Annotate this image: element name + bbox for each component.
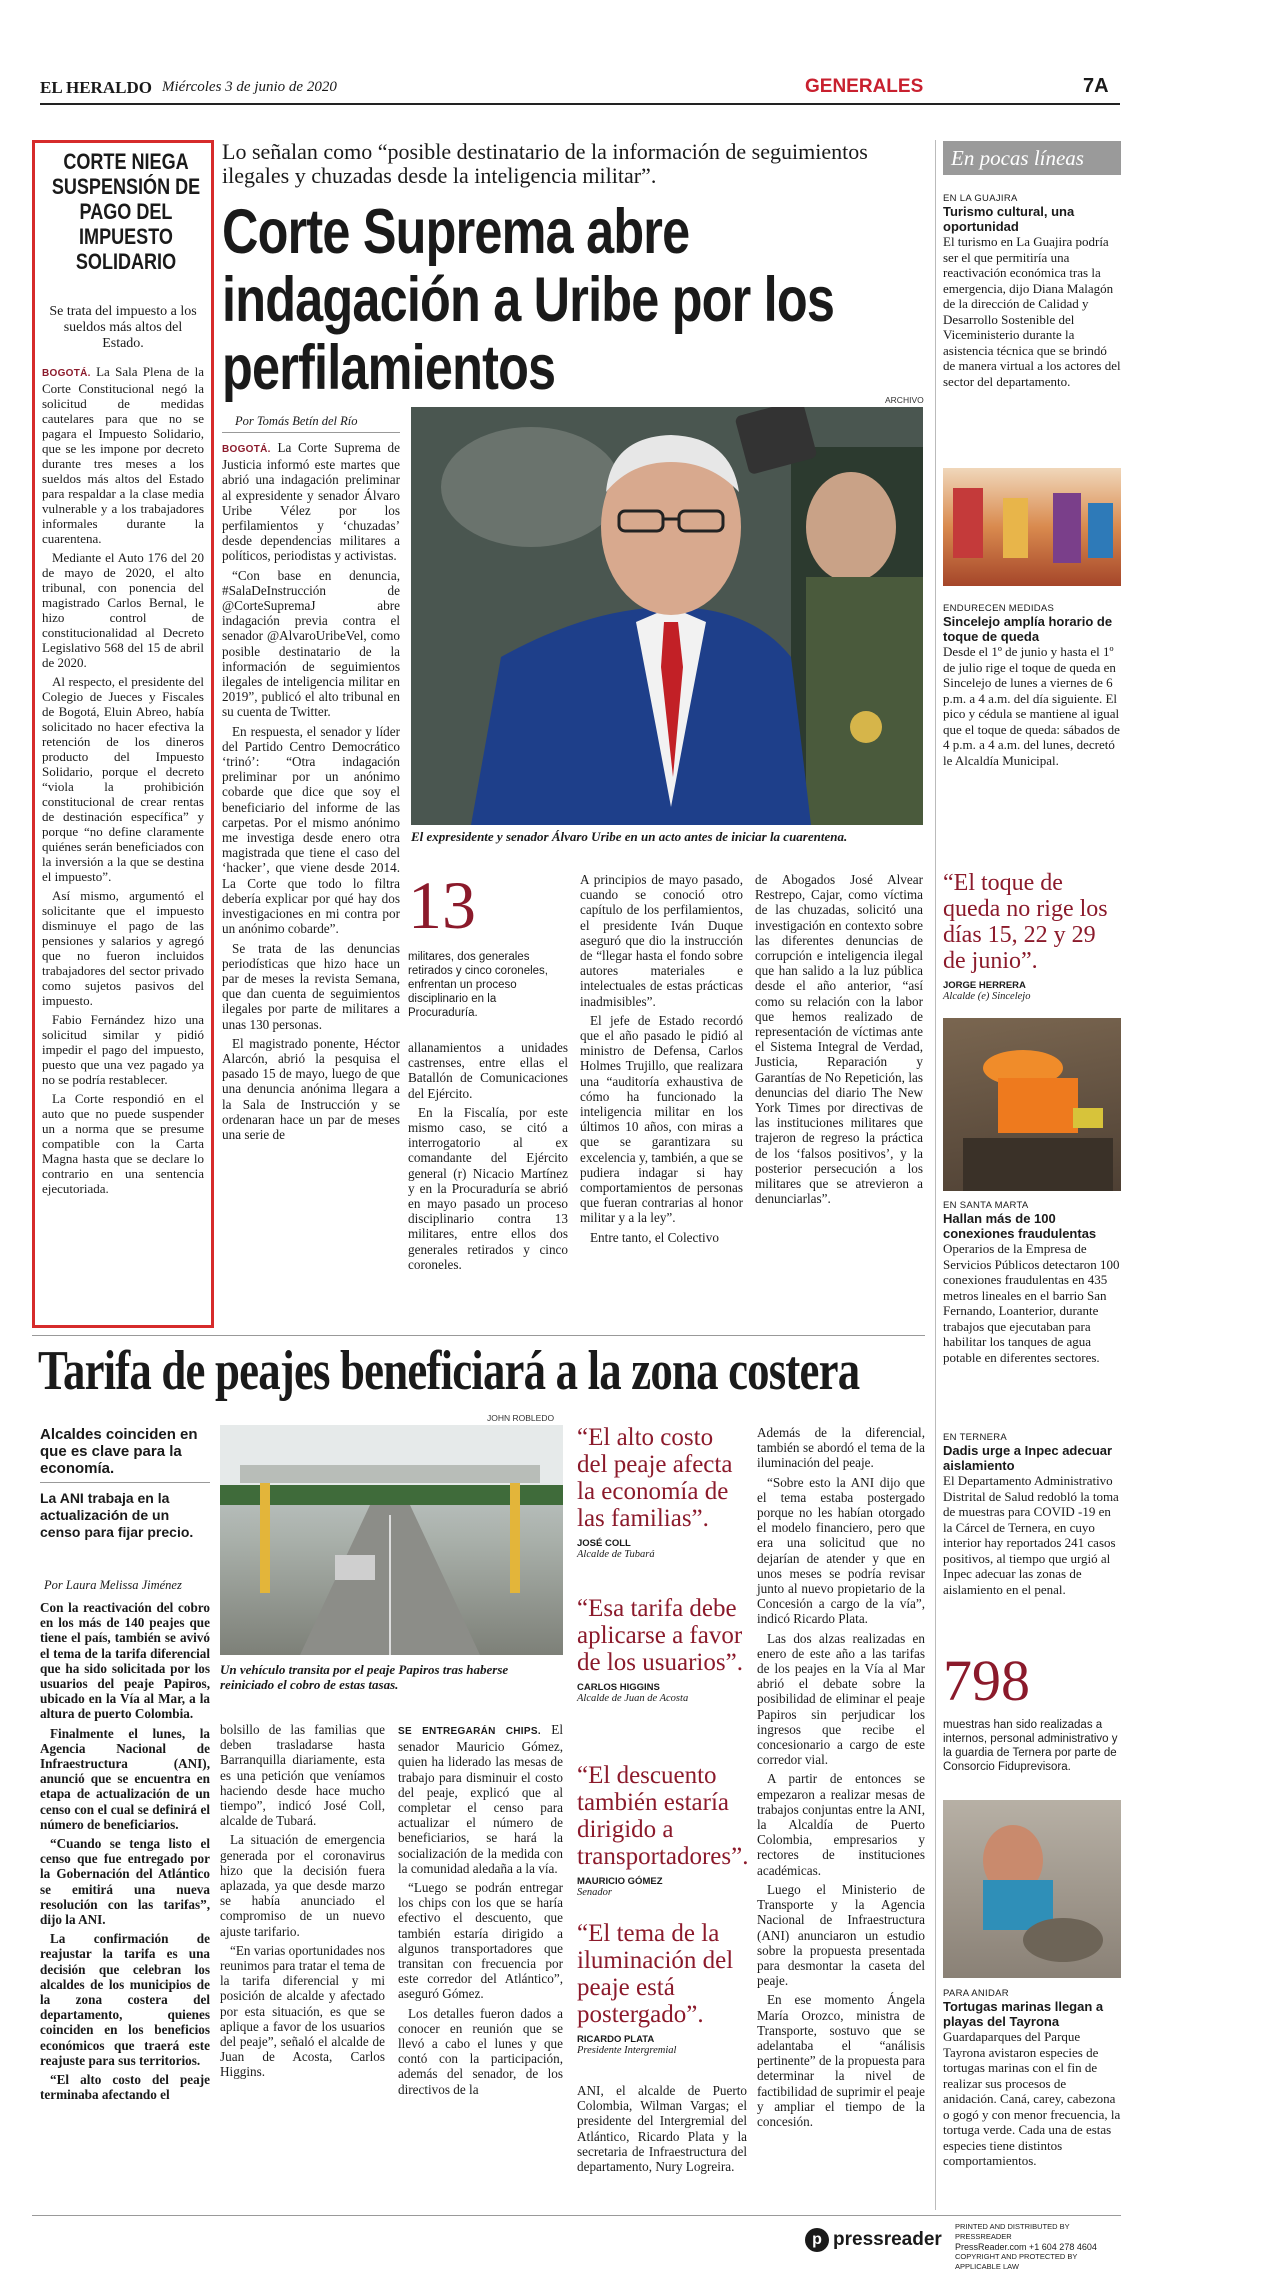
sidebar-item-santa-marta: EN SANTA MARTA Hallan más de 100 conexiones fraudulentas Operarios de la Empresa de Servicios Públicos detectaron 100 conexiones fraudulentas en 435 metros lineales en el barrio San Fernando, Loanterior, durante trabajos que ejecutaban para habilitar los tanques de agua potable en diferentes sectores.: [943, 1200, 1120, 1365]
peajes-col-3: SE ENTREGARÁN CHIPS. El senador Mauricio Gómez, quien ha liderado las mesas de trabajo para disminuir el costo del peaje, explicó que al completar el censo para actualizar el número de beneficiarios, se hará la socialización de la medida con la comunidad aledaña a la vía. “Luego se podrán entregar los chips con los que se haría efectivo el descuento, que también estaría dirigido a algunos transportadores que transitan con frecuencia por este corredor del Atlántico”, aseguró Gómez. Los detalles fueron dados a conocer en reunión que se llevó a cabo el lunes y que contó con la participación, además del senador, de los directivos de la: [398, 1722, 564, 2097]
uribe-col-4: de Abogados José Alvear Restrepo, Cajar, como víctima de las chuzadas, solicitó una investigación en contexto sobre las diferentes denuncias de corrupción e inteligencia ilegal que han salido a la luz pública desde el año anterior, “así como su relación con la labor que hemos realizado de representación de víctimas ante el Sistema Integral de Verdad, Justicia, Reparación y Garantías de No Repetición, las denuncias del diario The New York Times por directivas de las instituciones militares que trajeron de regreso la práctica de los ‘falsos positivos’, y la posterior persecución a los militares que se atrevieron a denunciarlas”.: [755, 872, 923, 1207]
uribe-photo-caption: El expresidente y senador Álvaro Uribe en un acto antes de iniciar la cuarentena.: [411, 829, 848, 844]
tortugas-photo-illustration: [943, 1800, 1121, 1978]
uribe-byline-rule: [222, 432, 400, 433]
sidebar-divider: [935, 140, 936, 2210]
page-header: [40, 74, 1120, 100]
peajes-col-5: Además de la diferencial, también se abordó el tema de la iluminación del peaje. “Sobre esto la ANI dijo que el tema estaba postergado porque no les habían otorgado el modelo financiero, pero que era una solicitud que no dejarían de atender y que en unos meses se podría revisar junto al nuevo propietario de la Concesión a cargo de la vía”, indicó Ricardo Plata. Las dos alzas realizadas en enero de este año a las tarifas de los peajes en la Vía al Mar abrió el debate sobre la posibilidad de eliminar el peaje Papiros sin perjudicar los ingresos que recibe el concesionario a cargo de este corredor vial. A partir de entonces se empezaron a realizar mesas de trabajos conjuntas entre la ANI, la Alcaldía de Puerto Colombia, empresarios y rectores de instituciones académicas. Luego el Ministerio de Transporte y la Agencia Nacional de Infraestructura (ANI) anunciaron un estudio sobre la propuesta presentada para desmontar la caseta del peaje. En ese momento Ángela María Orozco, ministra de Transporte, sostuvo que se adelantaba el “análisis pertinente” de la propuesta para determinar la nivel de factibilidad de suprimir el peaje y ampliar el tiempo de la concesión.: [757, 1425, 925, 2129]
uribe-kicker: Lo señalan como “posible destinatario de la información de seguimientos ilegales y chuzadas desde la inteligencia militar”.: [222, 139, 868, 188]
sidebar-stat-text: muestras han sido realizadas a internos, personal administrativo y la guardia de Ternera por parte de Consorcio Fiduprevisora.: [943, 1719, 1118, 1773]
newspaper-name: EL HERALDO: [40, 78, 152, 97]
impuesto-subhead: Se trata del impuesto a los sueldos más altos del Estado.: [49, 304, 197, 351]
peajes-photo-credit: JOHN ROBLEDO: [487, 1413, 555, 1423]
peajes-byline: Por Laura Melissa Jiménez: [44, 1578, 182, 1592]
uribe-col-3: A principios de mayo pasado, cuando se conoció otro capítulo de los perfilamientos, el presidente Iván Duque aseguró que dio la instrucción de “llegar hasta el fondo sobre autores materiales e intelectuales de estas prácticas inadmisibles”. El jefe de Estado recordó que el año pasado le pidió al ministro de Defensa, Carlos Holmes Trujillo, que realizara una “auditoría exhaustiva de cómo ha funcionado la inteligencia militar en los últimos 10 años, con miras a que se garantizara su excelencia y, también, a que se pudiera indagar si hay comportamientos de personas que fueran contrarias al honor militar y a la ley”. Entre tanto, el Colectivo: [580, 872, 743, 1245]
santa-marta-photo: [943, 1018, 1121, 1191]
tortugas-photo: [943, 1800, 1121, 1978]
peajes-col-4: ANI, el alcalde de Puerto Colombia, Wilman Vargas; el presidente del Intergremial del Atlántico, Ricardo Plata y la secretaria de Infraestructura del departamento, Nury Logreira.: [577, 2083, 747, 2175]
peajes-col-1: Con la reactivación del cobro en los más de 140 peajes que tiene el país, también se avivó el tema de la tarifa diferencial que ha sido solicitada por los usuarios del peaje Papiros, ubicado en la Vía al Mar, a la altura de puerto Colombia. Finalmente el lunes, la Agencia Nacional de Infraestructura (ANI), anunció que se encuentra en etapa de actualización de un censo con el cual se definirá el número de beneficiarios. “Cuando se tenga listo el censo que fue entregado por la Gobernación del Atlántico se emitirá una nueva resolución con las tarifas”, dijo la ANI. La confirmación de reajustar la tarifa es una decisión que celebran los alcaldes de los municipios de la zona costera del departamento, quienes coinciden en los beneficios económicos que traerá este reajuste para sus territorios. “El alto costo del peaje terminaba afectando el: [40, 1600, 210, 2103]
uribe-stat-number: 13: [408, 867, 476, 943]
peajes-quote-4: “El tema de la iluminación del peaje está postergado”. RICARDO PLATA Presidente Intergremial: [577, 1920, 734, 2056]
issue-date: Miércoles 3 de junio de 2020: [162, 79, 337, 95]
sidebar-item-sincelejo: ENDURECEN MEDIDAS Sincelejo amplía horario de toque de queda Desde el 1º de junio y hasta el 1º de julio rige el toque de queda en Sincelejo de lunes a viernes de 6 p.m. a 4 a.m. del día siguiente. El pico y cédula se mantiene al igual que el toque de queda: sábados de 4 p.m. a 4 a.m. del lunes, decretó le Alcaldía Municipal.: [943, 603, 1120, 768]
peajes-sub-1: Alcaldes coinciden en que es clave para la economía.: [40, 1426, 198, 1477]
peaje-photo: [220, 1425, 563, 1655]
uribe-photo-illustration: [411, 407, 923, 825]
impuesto-body: BOGOTÁ. La Sala Plena de la Corte Constitucional negó la solicitud de medidas cautelares para que no se pagara el Impuesto Solidario, que se les impone por decreto durante tres meses a los sueldos más altos del Estado para respaldar a la clase media vulnerable y a los trabajadores informales durante la cuarentena. Mediante el Auto 176 del 20 de mayo de 2020, el alto tribunal, con ponencia del magistrado Carlos Bernal, le hizo control de constitucionalidad al Decreto Legislativo 568 del 15 de abril de 2020. Al respecto, el presidente del Colegio de Jueces y Fiscales de Bogotá, Eluin Abreo, había solicitado no hacer efectiva la retención de los dineros producto del Impuesto Solidario, porque el decreto “viola la prohibición constitucional de crear rentas de destinación específica” y porque “no define claramente quiénes serán beneficiados con la inversión a la que se destina el impuesto”. Así mismo, argumentó el solicitante que el impuesto disminuye el pago de las pensiones y salarios y agregó que no fueron incluidos trabajadores del sector privado como sujetos pasivos del impuesto. Fabio Fernández hizo una solicitud similar y pidió impedir el pago del impuesto, puesto que una vez pagado ya no se podría restablecer. La Corte respondió en el auto que no puede suspender un a norma que se presume compatible con la Carta Magna hasta que se declare lo contrario en una sentencia ejecutoriada.: [42, 364, 204, 1196]
uribe-headline: Corte Suprema abre indagación a Uribe por los perfilamientos: [222, 197, 835, 403]
peajes-quote-2: “Esa tarifa debe aplicarse a favor de los usuarios”. CARLOS HIGGINS Alcalde de Juan de Acosta: [577, 1595, 743, 1704]
uribe-stat-text: militares, dos generales retirados y cinco coroneles, enfrentan un proceso disciplinario en la Procuraduría.: [408, 951, 548, 1019]
peajes-headline: Tarifa de peajes beneficiará a la zona costera: [38, 1340, 860, 1402]
impuesto-headline: CORTE NIEGA SUSPENSIÓN DE PAGO DEL IMPUESTO SOLIDARIO: [51, 149, 201, 274]
peajes-top-rule: [32, 1335, 925, 1336]
uribe-col-2: allanamientos a unidades castrenses, entre ellas el Batallón de Comunicaciones del Ejército. En la Fiscalía, por este mismo caso, se citó a interrogatorio al ex comandante del Ejército general (r) Nicacio Martínez y en la Procuraduría se abrió en mayo pasado un proceso disciplinario contra 13 militares, entre ellos dos generales retirados y cinco coroneles.: [408, 1040, 568, 1272]
sidebar-item-guajira: EN LA GUAJIRA Turismo cultural, una oportunidad El turismo en La Guajira podría ser el que permitiría una reactivación económica tras la emergencia, dijo Diana Malagón de la dirección de Calidad y Desarrollo Sostenible del Viceministerio durante la asistencia técnica que se brindó de manera virtual a los actores del sector del departamento.: [943, 193, 1121, 389]
santa-marta-photo-illustration: [943, 1018, 1121, 1191]
uribe-col-1: BOGOTÁ. La Corte Suprema de Justicia informó este martes que abrió una indagación preliminar al expresidente y senador Álvaro Uribe Vélez por los perfilamientos y ‘chuzadas’ desde dependencias militares a políticos, periodistas y activistas. “Con base en denuncia, #SalaDeInstrucción de @CorteSupremaJ abre indagación previa contra el senador @AlvaroUribeVel, como posible destinatario de la información de seguimientos ilegales de inteligencia militar en 2019”, publicó el alto tribunal en su cuenta de Twitter. En respuesta, el senador y líder del Partido Centro Democrático ‘trinó’: “Otra indagación preliminar por un anónimo cobarde que dice que soy el beneficiario del informe de las carpetas. Por el mismo anónimo me investiga desde enero otra magistrada que tiene el caso del ‘hacker’, que viene desde 2014. La Corte que todo lo filtra debería explicar por qué hay dos investigaciones en mi contra por un anónimo cobarde”. Se trata de las denuncias periodísticas que hizo hace un par de meses la revista Semana, que dan cuenta de seguimientos ilegales por parte de militares a unas 130 personas. El magistrado ponente, Héctor Alarcón, abrió la pesquisa el pasado 15 de mayo, luego de que una denuncia anónima llegara a la Sala de Instrucción y se ordenaran hace un par de meses una serie de: [222, 440, 400, 1142]
section-name: GENERALES: [805, 76, 924, 97]
header-rule: [40, 103, 1120, 105]
sidebar-item-ternera: EN TERNERA Dadis urge a Inpec adecuar aislamiento El Departamento Administrativo Distrital de Salud redobló la toma de muestras para COVID -19 en la Cárcel de Ternera, en cuyo interior hay reportados 241 casos positivos, al tiempo que urgió al Inpec adecuar las zonas de aislamiento en el penal.: [943, 1432, 1119, 1597]
peaje-photo-illustration: [220, 1425, 563, 1655]
impuesto-story-box: [32, 140, 214, 1328]
guajira-photo: [943, 468, 1121, 586]
peaje-photo-caption: Un vehículo transita por el peaje Papiros tras haberse reiniciado el cobro de estas tasas.: [220, 1662, 509, 1692]
uribe-photo-credit: ARCHIVO: [885, 395, 924, 405]
footer-rule: [32, 2215, 1121, 2216]
sidebar-header: En pocas líneas: [943, 141, 1121, 175]
pressreader-icon: p: [805, 2228, 829, 2252]
sidebar-item-tayrona: PARA ANIDAR Tortugas marinas llegan a playas del Tayrona Guardaparques del Parque Tayrona avistaron especies de tortugas marinas con el fin de realizar sus procesos de anidación. Caná, carey, cabezona o gogó y con menor frecuencia, la tortuga verde. Cada una de estas especies tiene distintos comportamientos.: [943, 1988, 1121, 2168]
peajes-col-2: bolsillo de las familias que deben trasladarse hasta Barranquilla diariamente, esta es una petición que veníamos haciendo desde hace mucho tiempo”, indicó José Coll, alcalde de Tubará. La situación de emergencia generada por el coronavirus hizo que la decisión fuera aplazada, ya que desde marzo se había anunciado el compromiso de un nuevo ajuste tarifario. “En varias oportunidades nos reunimos para tratar el tema de la tarifa diferencial y mi posición de alcalde y afectado por esta situación, es que se aplique a favor de los usuarios del peaje”, señaló el alcalde de Juan de Acosta, Carlos Higgins.: [220, 1722, 385, 2080]
peajes-sub-2: La ANI trabaja en la actualización de un censo para fijar precio.: [40, 1490, 194, 1540]
uribe-byline: Por Tomás Betín del Río: [235, 414, 358, 428]
peajes-quote-1: “El alto costo del peaje afecta la economía de las familias”. JOSÉ COLL Alcalde de Tubará: [577, 1424, 733, 1560]
sidebar-quote: “El toque de queda no rige los días 15, 22 y 29 de junio”. JORGE HERRERA Alcalde (e) Sincelejo: [943, 870, 1108, 1002]
pressreader-logo: [805, 2225, 942, 2255]
pressreader-info: PRINTED AND DISTRIBUTED BY PRESSREADER PressReader.com +1 604 278 4604 COPYRIGHT AND PROTECTED BY APPLICABLE LAW: [955, 2222, 1097, 2271]
page-number: 7A: [1083, 75, 1109, 97]
pressreader-wordmark: pressreader: [833, 2229, 942, 2250]
sidebar-stat-number: 798: [943, 1648, 1030, 1713]
uribe-photo: [411, 407, 923, 825]
peajes-sub-rule: [40, 1482, 210, 1483]
peajes-quote-3: “El descuento también estaría dirigido a transportadores”. MAURICIO GÓMEZ Senador: [577, 1762, 749, 1898]
guajira-photo-illustration: [943, 468, 1121, 586]
